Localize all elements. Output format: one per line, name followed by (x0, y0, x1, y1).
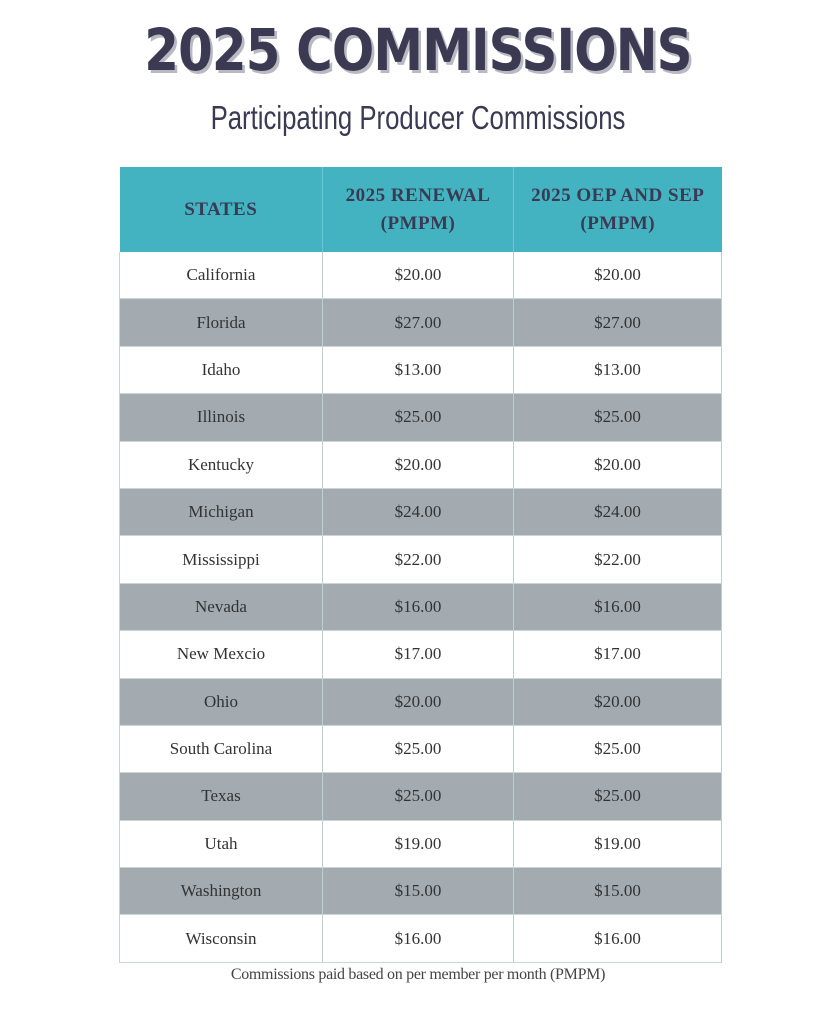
state-cell: South Carolina (120, 725, 323, 772)
renewal-cell: $16.00 (323, 915, 514, 962)
state-cell: Wisconsin (120, 915, 323, 962)
table-row (120, 441, 722, 488)
table-row (120, 346, 722, 393)
table-row (120, 536, 722, 583)
state-cell: Idaho (120, 346, 323, 393)
state-cell: New Mexcio (120, 631, 323, 678)
oep-sep-cell: $15.00 (514, 868, 722, 915)
renewal-cell: $16.00 (323, 583, 514, 630)
table-row (120, 915, 722, 962)
table-row (120, 725, 722, 772)
page-subtitle: Participating Producer Commissions (210, 99, 626, 136)
renewal-cell: $20.00 (323, 441, 514, 488)
table-row (120, 678, 722, 725)
renewal-cell: $27.00 (323, 299, 514, 346)
renewal-cell: $19.00 (323, 820, 514, 867)
table-row (120, 299, 722, 346)
oep-sep-cell: $16.00 (514, 915, 722, 962)
state-cell: Illinois (120, 394, 323, 441)
oep-sep-cell: $24.00 (514, 488, 722, 535)
table-row (120, 488, 722, 535)
oep-sep-cell: $20.00 (514, 441, 722, 488)
table-row (120, 773, 722, 820)
renewal-cell: $25.00 (323, 773, 514, 820)
oep-sep-cell: $25.00 (514, 725, 722, 772)
table-row (120, 820, 722, 867)
renewal-cell: $17.00 (323, 631, 514, 678)
renewal-cell: $15.00 (323, 868, 514, 915)
oep-sep-cell: $20.00 (514, 252, 722, 299)
column-header-renewal: 2025 RENEWAL (PMPM) (323, 167, 514, 252)
table-row (120, 868, 722, 915)
oep-sep-cell: $17.00 (514, 631, 722, 678)
state-cell: Mississippi (120, 536, 323, 583)
oep-sep-cell: $22.00 (514, 536, 722, 583)
oep-sep-cell: $13.00 (514, 346, 722, 393)
oep-sep-cell: $27.00 (514, 299, 722, 346)
renewal-cell: $25.00 (323, 394, 514, 441)
table-row (120, 394, 722, 441)
commissions-table (119, 167, 722, 963)
renewal-cell: $22.00 (323, 536, 514, 583)
table-body (120, 252, 722, 962)
state-cell: Ohio (120, 678, 323, 725)
commissions-table-container (119, 167, 721, 963)
table-header-row (120, 167, 722, 252)
state-cell: Michigan (120, 488, 323, 535)
state-cell: Texas (120, 773, 323, 820)
state-cell: Nevada (120, 583, 323, 630)
state-cell: Florida (120, 299, 323, 346)
column-header-states: STATES (120, 167, 323, 252)
oep-sep-cell: $16.00 (514, 583, 722, 630)
state-cell: Kentucky (120, 441, 323, 488)
table-row (120, 583, 722, 630)
renewal-cell: $20.00 (323, 678, 514, 725)
footnote: Commissions paid based on per member per month (PMPM) (230, 966, 606, 983)
oep-sep-cell: $19.00 (514, 820, 722, 867)
state-cell: California (120, 252, 323, 299)
column-header-oep-sep: 2025 OEP AND SEP (PMPM) (514, 167, 722, 252)
oep-sep-cell: $25.00 (514, 394, 722, 441)
table-row (120, 252, 722, 299)
renewal-cell: $20.00 (323, 252, 514, 299)
oep-sep-cell: $25.00 (514, 773, 722, 820)
page-title: 2025 COMMISSIONS (144, 16, 692, 84)
renewal-cell: $25.00 (323, 725, 514, 772)
table-row (120, 631, 722, 678)
renewal-cell: $13.00 (323, 346, 514, 393)
state-cell: Washington (120, 868, 323, 915)
state-cell: Utah (120, 820, 323, 867)
renewal-cell: $24.00 (323, 488, 514, 535)
oep-sep-cell: $20.00 (514, 678, 722, 725)
